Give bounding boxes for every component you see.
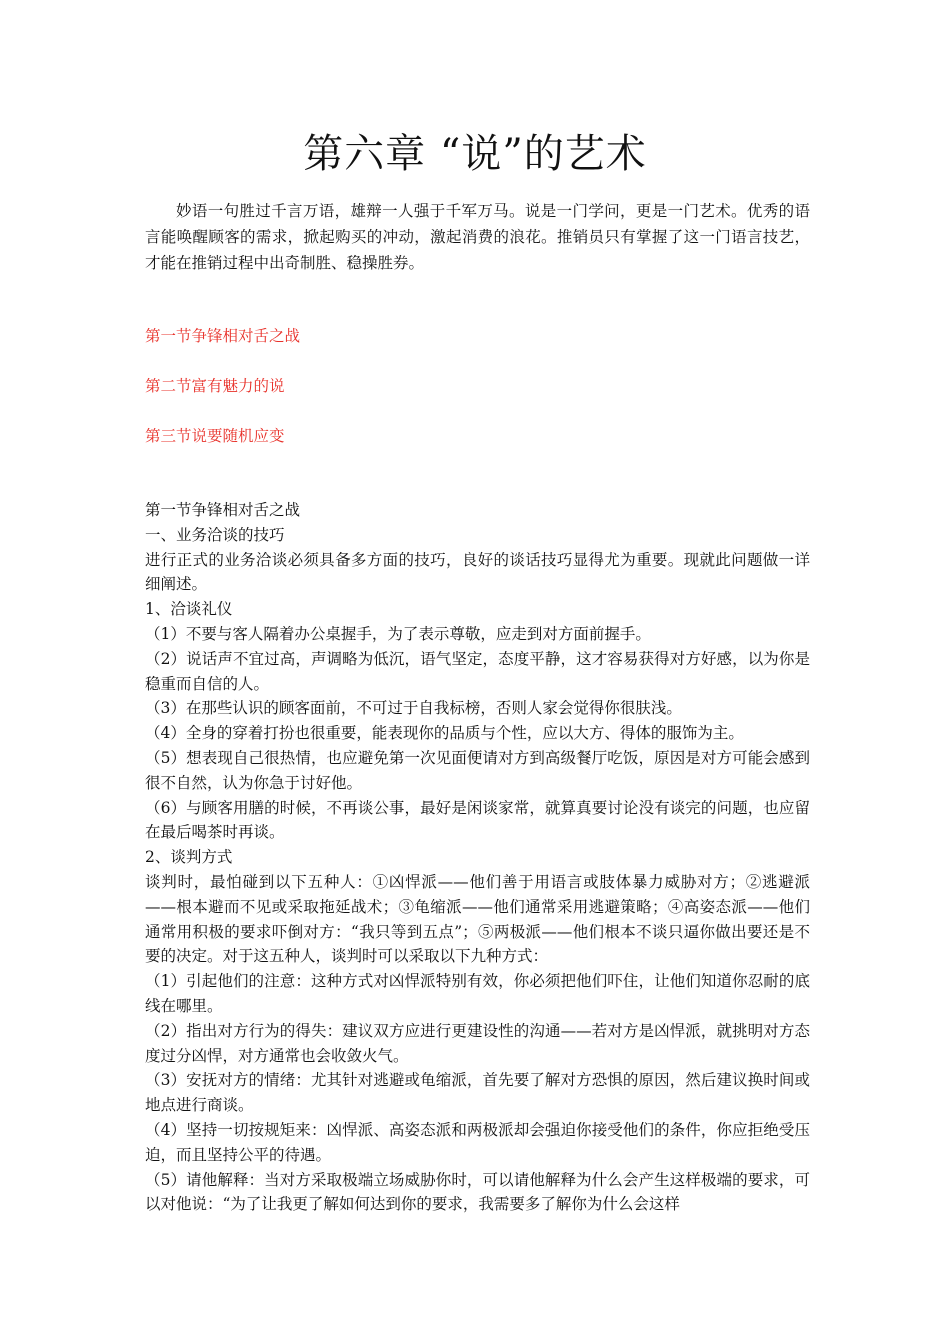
- chapter-title: 第六章 “说”的艺术: [303, 131, 647, 177]
- topic-heading: 2、谈判方式: [145, 848, 233, 867]
- toc-item-section-2[interactable]: 第二节富有魅力的说: [145, 377, 285, 395]
- list-item: （2）说话声不宜过高，声调略为低沉，语气坚定，态度平静，这才容易获得对方好感，以为你是稳重而自信的人。: [145, 649, 810, 693]
- intro-text: 妙语一句胜过千言万语，雄辩一人强于千军万马。说是一门学问，更是一门艺术。优秀的语言能唤醒顾客的需求，掀起购买的冲动，激起消费的浪花。推销员只有掌握了这一门语言技艺，才能在推销过程中出奇制胜、稳操胜券。: [145, 202, 810, 272]
- list-item: （4）坚持一切按规矩来：凶悍派、高姿态派和两极派却会强迫你接受他们的条件，你应拒绝受压迫，而且坚持公平的待遇。: [145, 1120, 810, 1164]
- section-heading: 第一节争锋相对舌之战: [145, 501, 301, 519]
- table-of-contents: [145, 324, 810, 474]
- list-item: （1）引起他们的注意：这种方式对凶悍派特别有效，你必须把他们吓住，让他们知道你忍耐的底线在哪里。: [145, 972, 810, 1015]
- paragraph: 进行正式的业务洽谈必须具备多方面的技巧，良好的谈话技巧显得尤为重要。现就此问题做一详细阐述。: [145, 550, 810, 594]
- subsection-heading: 一、业务洽谈的技巧: [145, 525, 285, 544]
- list-item: （5）想表现自己很热情，也应避免第一次见面便请对方到高级餐厅吃饭，原因是对方可能会感到很不自然，认为你急于讨好他。: [145, 748, 810, 792]
- list-item: （6）与顾客用膳的时候，不再谈公事，最好是闲谈家常，就算真要讨论没有谈完的问题，也应留在最后喝茶时再谈。: [145, 798, 810, 842]
- intro-paragraph: [145, 198, 810, 276]
- list-item: （2）指出对方行为的得失：建议双方应进行更建设性的沟通——若对方是凶悍派，就挑明对方态度过分凶悍，对方通常也会收敛火气。: [145, 1021, 810, 1065]
- section-body: [145, 498, 810, 1217]
- list-item: （5）请他解释：当对方采取极端立场威胁你时，可以请他解释为什么会产生这样极端的要求，可以对他说：“为了让我更了解如何达到你的要求，我需要多了解你为什么会这样: [145, 1170, 810, 1214]
- toc-item-section-1[interactable]: 第一节争锋相对舌之战: [145, 327, 301, 345]
- list-item: （3）在那些认识的顾客面前，不可过于自我标榜，否则人家会觉得你很肤浅。: [145, 699, 682, 718]
- topic-heading: 1、洽谈礼仪: [145, 600, 233, 619]
- toc-item-section-3[interactable]: 第三节说要随机应变: [145, 427, 285, 445]
- list-item: （4）全身的穿着打扮也很重要，能表现你的品质与个性，应以大方、得体的服饰为主。: [145, 724, 744, 743]
- paragraph: 谈判时，最怕碰到以下五种人：①凶悍派——他们善于用语言或肢体暴力威胁对方；②逃避派——根本避而不见或采取拖延战术；③龟缩派——他们通常采用逃避策略；④高姿态派——他们通常用积极的要求吓倒对方：“我只等到五点”；⑤两极派——他们根本不谈只逼你做出要还是不要的决定。对于这五种人，谈判时可以采取以下九种方式：: [145, 872, 810, 966]
- list-item: （1）不要与客人隔着办公桌握手，为了表示尊敬，应走到对方面前握手。: [145, 624, 651, 643]
- list-item: （3）安抚对方的情绪：尤其针对逃避或龟缩派，首先要了解对方恐惧的原因，然后建议换时间或地点进行商谈。: [145, 1071, 810, 1115]
